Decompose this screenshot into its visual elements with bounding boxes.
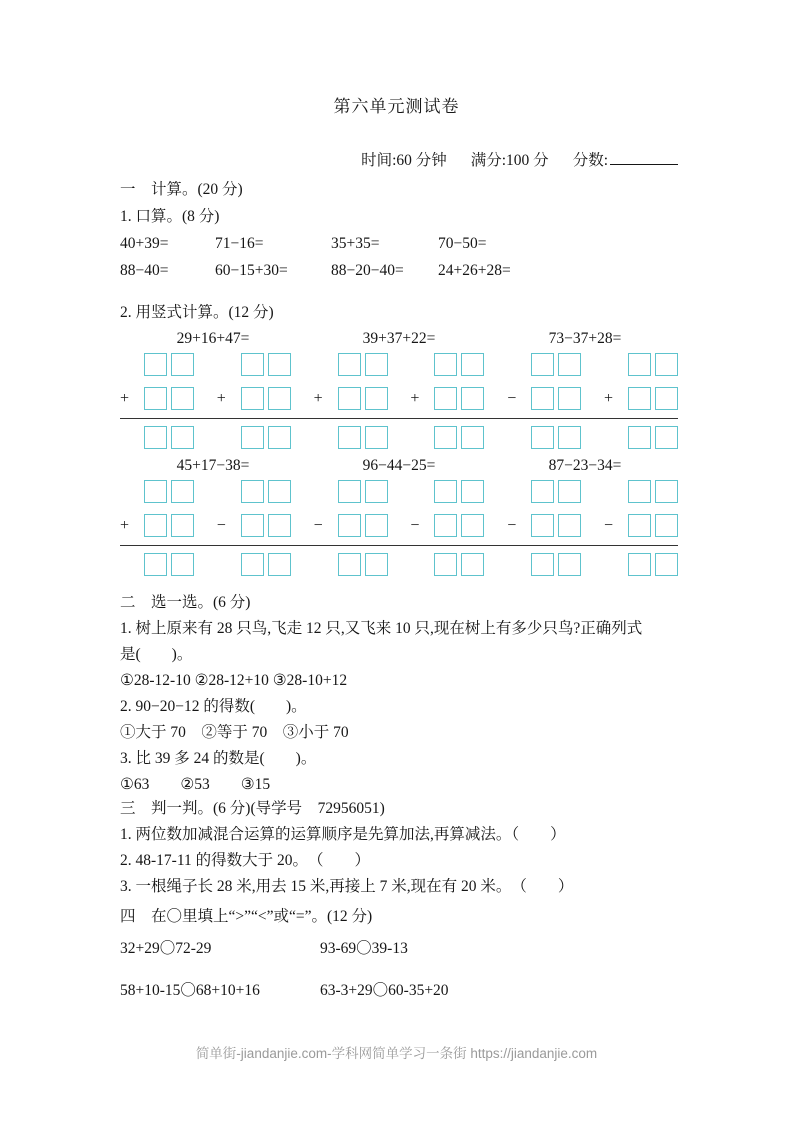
score-blank[interactable]: [610, 150, 678, 165]
exam-meta: [120, 148, 678, 170]
digit-box-pair: [338, 480, 388, 503]
page-title: 第六单元测试卷: [333, 97, 460, 116]
choose-q1-text: 1. 树上原来有 28 只鸟,飞走 12 只,又飞来 10 只,现在树上有多少只鸟?正确列式: [120, 620, 643, 637]
answer-box[interactable]: [655, 353, 678, 376]
vc-operator-row: [120, 513, 678, 538]
answer-box[interactable]: [268, 514, 291, 537]
vertical-problem-label: 87−23−34=: [548, 457, 622, 474]
digit-box-pair: [144, 387, 194, 410]
answer-box[interactable]: [338, 426, 361, 449]
digit-box-pair: [241, 387, 291, 410]
oral-calc-row: [120, 230, 680, 257]
vc-operand-row: [120, 353, 678, 376]
vertical-calc-label: 2. 用竖式计算。(12 分): [120, 304, 274, 321]
digit-box-pair: [628, 514, 678, 537]
digit-box-pair: [434, 353, 484, 376]
digit-box-pair: [144, 514, 194, 537]
answer-box[interactable]: [628, 553, 651, 576]
answer-box[interactable]: [531, 480, 554, 503]
answer-box[interactable]: [434, 353, 457, 376]
answer-box[interactable]: [365, 553, 388, 576]
choose-q3-text: 3. 比 39 多 24 的数是( )。: [120, 750, 317, 767]
vc-operand-row: [120, 480, 678, 503]
answer-box[interactable]: [655, 387, 678, 410]
answer-box[interactable]: [558, 353, 581, 376]
section-calculation: [120, 176, 680, 284]
digit-box-pair: [434, 387, 484, 410]
compare-problem: 93-69〇39-13: [320, 940, 408, 957]
digit-box-pair: [531, 553, 581, 576]
site-footer: 简单街-jiandanjie.com-学科网简单学习一条街 https://jiandanjie.com: [195, 1046, 598, 1061]
answer-box[interactable]: [461, 353, 484, 376]
digit-box-pair: [628, 480, 678, 503]
answer-box[interactable]: [241, 353, 264, 376]
answer-box[interactable]: [268, 553, 291, 576]
digit-box-pair: [338, 514, 388, 537]
oral-calc-row: [120, 257, 680, 284]
section-judge: [120, 796, 688, 900]
judge-item: 3. 一根绳子长 28 米,用去 15 米,再接上 7 米,现在有 20 米。 （ ）: [120, 878, 574, 895]
choose-q2-options: ①大于 70 ②等于 70 ③小于 70: [120, 724, 349, 741]
choose-q3-options: ①63 ②53 ③15: [120, 776, 271, 793]
vertical-problem-label: 39+37+22=: [362, 330, 436, 347]
answer-box[interactable]: [655, 553, 678, 576]
answer-box[interactable]: [171, 353, 194, 376]
answer-box[interactable]: [461, 480, 484, 503]
vertical-problem-label: 96−44−25=: [362, 457, 436, 474]
answer-box[interactable]: [268, 426, 291, 449]
answer-box[interactable]: [461, 426, 484, 449]
answer-box[interactable]: [434, 514, 457, 537]
answer-box[interactable]: [241, 553, 264, 576]
answer-box[interactable]: [171, 514, 194, 537]
answer-box[interactable]: [531, 387, 554, 410]
answer-box[interactable]: [558, 514, 581, 537]
answer-box[interactable]: [558, 387, 581, 410]
digit-box-pair: [628, 426, 678, 449]
oral-problem: 71−16=: [215, 235, 264, 252]
answer-box[interactable]: [338, 553, 361, 576]
digit-box-pair: [531, 387, 581, 410]
compare-problem: 63-3+29〇60-35+20: [320, 982, 449, 999]
minus-sign: −: [313, 517, 323, 534]
oral-calc-label: 1. 口算。(8 分): [120, 208, 220, 225]
vc-result-row: [120, 553, 678, 576]
compare-problem: 58+10-15〇68+10+16: [120, 982, 260, 999]
answer-box[interactable]: [365, 387, 388, 410]
compare-problem: 32+29〇72-29: [120, 940, 212, 957]
digit-box-pair: [241, 514, 291, 537]
digit-box-pair: [628, 387, 678, 410]
oral-problem: 40+39=: [120, 235, 169, 252]
oral-problem: 88−40=: [120, 262, 169, 279]
answer-box[interactable]: [558, 553, 581, 576]
answer-box[interactable]: [144, 480, 167, 503]
answer-box[interactable]: [241, 480, 264, 503]
answer-box[interactable]: [655, 514, 678, 537]
sum-line: [120, 418, 678, 419]
answer-box[interactable]: [434, 480, 457, 503]
answer-box[interactable]: [434, 387, 457, 410]
vertical-problem-label: 45+17−38=: [176, 457, 250, 474]
answer-box[interactable]: [461, 553, 484, 576]
digit-box-pair: [241, 353, 291, 376]
minus-sign: −: [603, 517, 614, 534]
answer-box[interactable]: [338, 514, 361, 537]
digit-box-pair: [531, 480, 581, 503]
vertical-calc-group: [120, 330, 678, 449]
digit-box-pair: [434, 553, 484, 576]
answer-box[interactable]: [241, 514, 264, 537]
digit-box-pair: [144, 353, 194, 376]
compare-row: [120, 978, 680, 1004]
answer-box[interactable]: [268, 353, 291, 376]
digit-box-pair: [144, 553, 194, 576]
answer-box[interactable]: [628, 514, 651, 537]
answer-box[interactable]: [144, 426, 167, 449]
digit-box-pair: [628, 353, 678, 376]
choose-q2-text: 2. 90−20−12 的得数( )。: [120, 698, 307, 715]
answer-box[interactable]: [144, 387, 167, 410]
oral-problem: 24+26+28=: [438, 262, 511, 279]
digit-box-pair: [434, 426, 484, 449]
digit-box-pair: [531, 514, 581, 537]
plus-sign: +: [603, 390, 614, 407]
answer-box[interactable]: [461, 514, 484, 537]
digit-box-pair: [434, 514, 484, 537]
answer-box[interactable]: [628, 353, 651, 376]
plus-sign: +: [120, 517, 130, 534]
digit-box-pair: [241, 426, 291, 449]
answer-box[interactable]: [268, 480, 291, 503]
answer-box[interactable]: [365, 480, 388, 503]
digit-box-pair: [531, 426, 581, 449]
sum-line: [120, 545, 678, 546]
answer-box[interactable]: [655, 426, 678, 449]
judge-item: 1. 两位数加减混合运算的运算顺序是先算加法,再算减法。（ ）: [120, 826, 566, 843]
minus-sign: −: [216, 517, 226, 534]
oral-problem: 70−50=: [438, 235, 487, 252]
answer-box[interactable]: [655, 480, 678, 503]
digit-box-pair: [241, 553, 291, 576]
digit-box-pair: [241, 480, 291, 503]
vertical-calc-group: [120, 457, 678, 576]
meta-score-label: 分数:: [572, 152, 608, 169]
digit-box-pair: [628, 553, 678, 576]
vc-operator-row: [120, 386, 678, 411]
minus-sign: −: [507, 390, 517, 407]
answer-box[interactable]: [144, 353, 167, 376]
vc-problem-labels: [120, 330, 678, 348]
answer-box[interactable]: [144, 553, 167, 576]
plus-sign: +: [120, 390, 130, 407]
digit-box-pair: [144, 426, 194, 449]
section-two-heading: 二 选一选。(6 分): [120, 594, 251, 611]
section-four-heading: 四 在〇里填上“>”“<”或“=”。(12 分): [120, 908, 373, 925]
answer-box[interactable]: [531, 553, 554, 576]
digit-box-pair: [338, 553, 388, 576]
plus-sign: +: [216, 390, 226, 407]
meta-full-score: 满分:100 分: [470, 152, 549, 169]
choose-q1-text-cont: 是( )。: [120, 646, 193, 663]
minus-sign: −: [410, 517, 420, 534]
answer-box[interactable]: [531, 514, 554, 537]
answer-box[interactable]: [628, 480, 651, 503]
answer-box[interactable]: [268, 387, 291, 410]
section-compare: [120, 904, 680, 1004]
answer-box[interactable]: [171, 426, 194, 449]
answer-box[interactable]: [531, 353, 554, 376]
answer-box[interactable]: [241, 387, 264, 410]
digit-box-pair: [338, 426, 388, 449]
answer-box[interactable]: [241, 426, 264, 449]
digit-box-pair: [531, 353, 581, 376]
section-choose: [120, 590, 688, 798]
answer-box[interactable]: [558, 480, 581, 503]
answer-box[interactable]: [171, 480, 194, 503]
answer-box[interactable]: [628, 387, 651, 410]
vc-result-row: [120, 426, 678, 449]
answer-box[interactable]: [338, 353, 361, 376]
choose-q1-options: ①28-12-10 ②28-12+10 ③28-10+12: [120, 672, 348, 689]
vertical-problem-label: 29+16+47=: [176, 330, 250, 347]
oral-problem: 35+35=: [331, 235, 380, 252]
vertical-problem-label: 73−37+28=: [548, 330, 622, 347]
minus-sign: −: [507, 517, 517, 534]
answer-box[interactable]: [171, 387, 194, 410]
plus-sign: +: [410, 390, 420, 407]
section-three-heading: 三 判一判。(6 分)(导学号 72956051): [120, 800, 385, 817]
answer-box[interactable]: [558, 426, 581, 449]
plus-sign: +: [313, 390, 323, 407]
answer-box[interactable]: [338, 387, 361, 410]
vc-problem-labels: [120, 457, 678, 475]
section-one-heading: 一 计算。(20 分): [120, 181, 243, 198]
answer-box[interactable]: [434, 553, 457, 576]
answer-box[interactable]: [365, 426, 388, 449]
oral-problem: 88−20−40=: [331, 262, 404, 279]
answer-box[interactable]: [434, 426, 457, 449]
digit-box-pair: [338, 387, 388, 410]
judge-item: 2. 48-17-11 的得数大于 20。 （ ）: [120, 852, 370, 869]
digit-box-pair: [144, 480, 194, 503]
digit-box-pair: [434, 480, 484, 503]
answer-box[interactable]: [628, 426, 651, 449]
digit-box-pair: [338, 353, 388, 376]
answer-box[interactable]: [365, 514, 388, 537]
answer-box[interactable]: [338, 480, 361, 503]
answer-box[interactable]: [531, 426, 554, 449]
answer-box[interactable]: [365, 353, 388, 376]
compare-row: [120, 936, 680, 962]
answer-box[interactable]: [171, 553, 194, 576]
answer-box[interactable]: [144, 514, 167, 537]
answer-box[interactable]: [461, 387, 484, 410]
meta-time: 时间:60 分钟: [361, 152, 447, 169]
oral-problem: 60−15+30=: [215, 262, 288, 279]
